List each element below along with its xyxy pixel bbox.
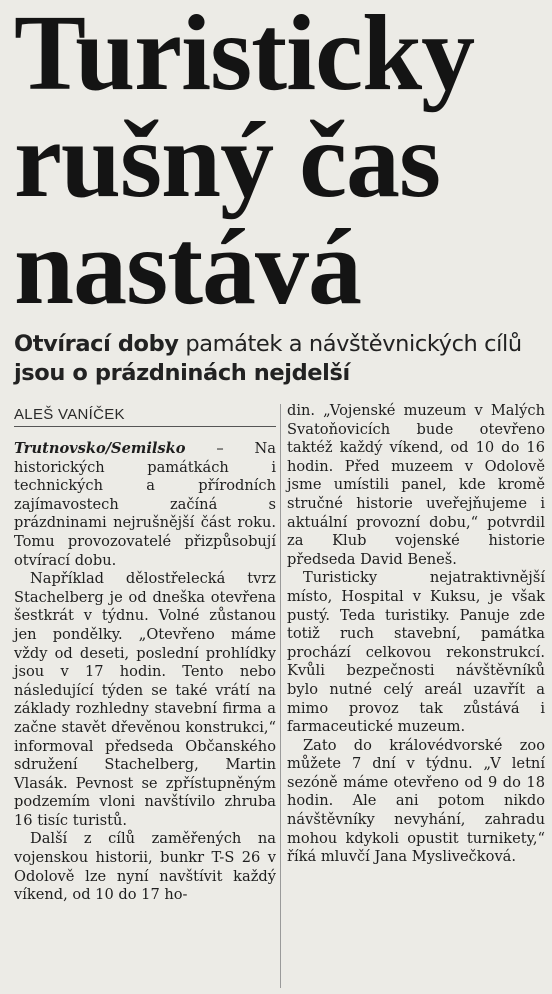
article-paragraph-1 bbox=[14, 440, 276, 570]
subhead-regular: památek a návštěvnických cílů bbox=[178, 331, 522, 357]
article-column-left bbox=[14, 440, 276, 905]
article-column-right bbox=[287, 402, 545, 867]
paragraph-1-text: – Na historických památkách i technických a přírodních zajímavostech začíná s prázdninami nejrušnější část roku. Tomu provozovatelé přizpůsobují otvírací dobu. bbox=[14, 440, 276, 569]
article-paragraph-5: Turisticky nejatraktivnější místo, Hospital v Kuksu, je však pustý. Teda turistiky. Panuje zde totiž ruch stavební, památka prochází celkovou rekonstrukcí. Kvůli bezpečnosti návštěvníků bylo nutné celý areál uzavřít a mimo provoz tak zůstává i farmaceutické muzeum. bbox=[287, 569, 545, 736]
subheadline bbox=[14, 330, 550, 388]
article-paragraph-4: din. „Vojenské muzeum v Malých Svatoňovicích bude otevřeno taktéž každý víkend, od 10 do 16 hodin. Před muzeem v Odolově jsme umístili panel, kde kromě stručné historie uveřejňujeme i aktuální provozní dobu,“ potvrdil za Klub vojenské historie předseda David Beneš. bbox=[287, 402, 545, 568]
headline-line-3: nastává bbox=[14, 208, 362, 327]
column-divider bbox=[280, 404, 281, 988]
subhead-bold-1: Otvírací doby bbox=[14, 331, 179, 357]
headline bbox=[14, 0, 550, 327]
headline-line-2: rušný čas bbox=[14, 101, 441, 220]
subhead-bold-2: jsou o prázdninách nejdelší bbox=[14, 360, 350, 386]
byline-rule bbox=[14, 426, 276, 427]
article-paragraph-2: Například dělostřelecká tvrz Stachelberg je od dneška otevřena šestkrát v týdnu. Volné zůstanou jen pondělky. „Otevřeno máme vždy od deseti, poslední prohlídky jsou v 17 hodin. Tento nebo následující týden se také vrátí na základy rozhledny stavební firma a začne stavět dřevěnou konstrukci,“ informoval předseda Občanského sdružení Stachelberg, Martin Vlasák. Pevnost se zpřístupněným podzemím vloni navštívilo zhruba 16 tisíc turistů. bbox=[14, 570, 276, 829]
article-paragraph-3: Další z cílů zaměřených na vojenskou historii, bunkr T-S 26 v Odolově lze nyní navštívit každý víkend, od 10 do 17 ho- bbox=[14, 830, 276, 904]
headline-line-1: Turisticky bbox=[14, 0, 475, 113]
lead-location: Trutnovsko/Semilsko bbox=[14, 440, 186, 457]
article-paragraph-6: Zato do královédvorské zoo můžete 7 dní v týdnu. „V letní sezóně máme otevřeno od 9 do 18 hodin. Ale ani potom nikdo návštěvníky nevyhání, zahradu mohou kdykoli opustit turnikety,“ říká mluvčí Jana Myslivečková. bbox=[287, 736, 545, 866]
author-byline: ALEŠ VANÍČEK bbox=[14, 406, 125, 423]
